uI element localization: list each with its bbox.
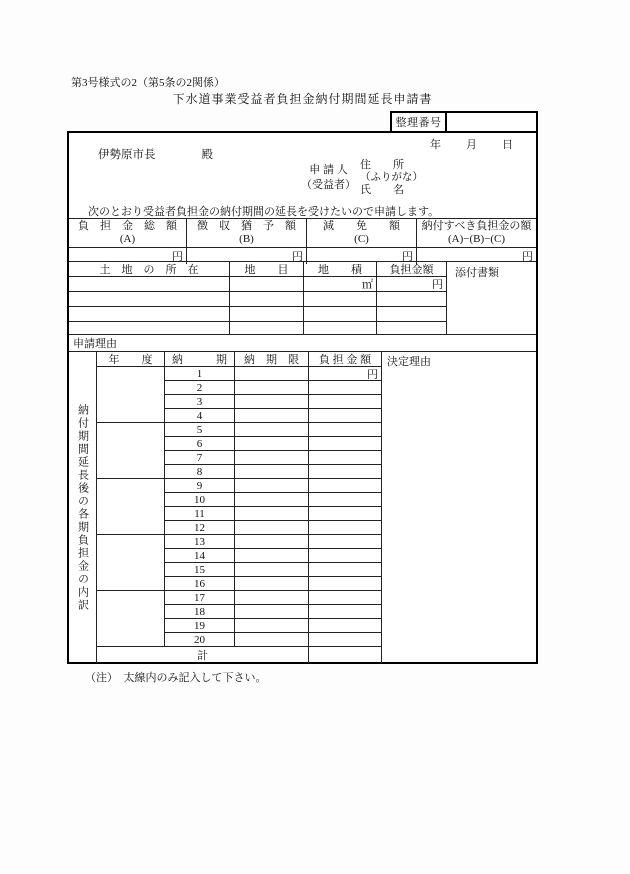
amount-total-header: 負 担 金 総 額 (A): [69, 219, 187, 248]
applicant-block: [301, 159, 423, 197]
land-area-header: 地 積: [304, 262, 377, 277]
schedule-amount-field[interactable]: [309, 633, 382, 647]
land-amount-field[interactable]: [377, 307, 447, 322]
applicant-fields: [360, 159, 423, 197]
schedule-period-number: 12: [165, 521, 235, 535]
reference-number-label: 整理番号: [392, 113, 447, 131]
land-location-field[interactable]: [69, 322, 230, 334]
amount-total-field[interactable]: 円: [69, 248, 187, 264]
reference-number-field[interactable]: [447, 113, 536, 131]
schedule-amount-field[interactable]: [309, 437, 382, 451]
land-amount-field[interactable]: 円: [377, 277, 447, 292]
land-category-header: 地 目: [230, 262, 304, 277]
schedule-amount-field[interactable]: [309, 381, 382, 395]
schedule-deadline-field[interactable]: [235, 437, 309, 451]
land-category-field[interactable]: [230, 322, 304, 334]
schedule-deadline-field[interactable]: [235, 563, 309, 577]
schedule-total-amount-field[interactable]: [309, 647, 382, 663]
honorific: 殿: [201, 149, 213, 161]
schedule-deadline-field[interactable]: [235, 409, 309, 423]
decision-reason-label: 決定理由: [387, 356, 431, 368]
schedule-total-label-cell: 計: [97, 647, 309, 663]
schedule-amount-field[interactable]: [309, 549, 382, 563]
schedule-year-field[interactable]: [97, 479, 165, 535]
schedule-deadline-field[interactable]: [235, 507, 309, 521]
schedule-period-number: 11: [165, 507, 235, 521]
land-location-field[interactable]: [69, 307, 230, 322]
schedule-deadline-field[interactable]: [235, 465, 309, 479]
schedule-deadline-field[interactable]: [235, 633, 309, 647]
land-amount-field[interactable]: [377, 322, 447, 334]
land-amount-field[interactable]: [377, 292, 447, 307]
schedule-deadline-field[interactable]: [235, 395, 309, 409]
schedule-amount-field[interactable]: [309, 591, 382, 605]
amount-exempt-header: 減 免 額 (C): [307, 219, 417, 248]
schedule-period-number: 7: [165, 451, 235, 465]
schedule-amount-field[interactable]: [309, 507, 382, 521]
schedule-amount-field[interactable]: [309, 479, 382, 493]
schedule-deadline-field[interactable]: [235, 367, 309, 381]
schedule-deadline-field[interactable]: [235, 549, 309, 563]
reference-number-box: [390, 111, 538, 133]
application-reason-label: 申請理由: [73, 338, 117, 350]
land-category-field[interactable]: [230, 292, 304, 307]
schedule-deadline-field[interactable]: [235, 479, 309, 493]
address-label[interactable]: 住 所: [360, 159, 404, 171]
schedule-period-number: 6: [165, 437, 235, 451]
schedule-period-number: 14: [165, 549, 235, 563]
schedule-amount-field[interactable]: [309, 619, 382, 633]
schedule-deadline-field[interactable]: [235, 521, 309, 535]
schedule-period-number: 16: [165, 577, 235, 591]
date-line: 年 月 日: [430, 139, 514, 151]
schedule-period-number: 13: [165, 535, 235, 549]
schedule-period-number: 3: [165, 395, 235, 409]
schedule-period-number: 5: [165, 423, 235, 437]
schedule-amount-field[interactable]: [309, 423, 382, 437]
land-category-field[interactable]: [230, 307, 304, 322]
schedule-amount-field[interactable]: [309, 605, 382, 619]
schedule-amount-field[interactable]: [309, 563, 382, 577]
schedule-deadline-field[interactable]: [235, 591, 309, 605]
schedule-deadline-field[interactable]: [235, 605, 309, 619]
schedule-amount-header: 負 担 金 額: [309, 352, 382, 367]
schedule-side-label: 納付期間延長後の各期負担金の内訳: [69, 352, 97, 663]
schedule-period-number: 19: [165, 619, 235, 633]
applicant-role-line2: （受益者）: [301, 178, 356, 191]
land-location-field[interactable]: [69, 292, 230, 307]
schedule-period-number: 18: [165, 605, 235, 619]
schedule-period-number: 15: [165, 563, 235, 577]
schedule-year-field[interactable]: [97, 535, 165, 591]
land-location-header: 土 地 の 所 在: [69, 262, 230, 277]
amount-table: [69, 218, 536, 262]
decision-reason-cell[interactable]: [382, 352, 536, 663]
schedule-amount-field[interactable]: [309, 535, 382, 549]
applicant-role-line1: 申 請 人: [309, 163, 348, 176]
schedule-amount-field[interactable]: 円: [309, 367, 382, 381]
schedule-period-number: 10: [165, 493, 235, 507]
schedule-deadline-field[interactable]: [235, 535, 309, 549]
amount-deferred-field[interactable]: 円: [187, 248, 307, 264]
schedule-amount-field[interactable]: [309, 521, 382, 535]
schedule-table: [69, 352, 536, 662]
form-number: 第3号様式の2（第5条の2関係）: [71, 77, 225, 89]
addressee-name: 伊勢原市長: [98, 149, 156, 161]
schedule-amount-field[interactable]: [309, 493, 382, 507]
addressee-line: [98, 146, 213, 162]
amount-deferred-header: 徴 収 猶 予 額 (B): [187, 219, 307, 248]
furigana-label[interactable]: （ふりがな）: [360, 171, 423, 183]
application-reason-row[interactable]: [69, 335, 536, 352]
schedule-deadline-field[interactable]: [235, 619, 309, 633]
land-area-field[interactable]: [304, 292, 377, 307]
applicant-role: [301, 163, 356, 193]
land-table: [69, 262, 536, 335]
form-title: 下水道事業受益者負担金納付期間延長申請書: [172, 92, 433, 106]
amount-exempt-field[interactable]: 円: [307, 248, 417, 264]
form-body: [67, 131, 538, 664]
schedule-amount-field[interactable]: [309, 577, 382, 591]
schedule-deadline-field[interactable]: [235, 381, 309, 395]
land-amount-header: 負担金額: [377, 262, 447, 277]
attachments-cell[interactable]: 添付書類: [455, 267, 499, 279]
schedule-amount-field[interactable]: [309, 465, 382, 479]
schedule-period-number: 4: [165, 409, 235, 423]
footnote: （注） 太線内のみ記入して下さい。: [85, 672, 267, 684]
schedule-deadline-field[interactable]: [235, 451, 309, 465]
land-location-field[interactable]: [69, 277, 230, 292]
schedule-year-header: 年 度: [97, 352, 165, 367]
schedule-period-number: 20: [165, 633, 235, 647]
schedule-period-number: 17: [165, 591, 235, 605]
schedule-period-number: 9: [165, 479, 235, 493]
schedule-deadline-header: 納 期 限: [235, 352, 309, 367]
schedule-year-field[interactable]: [97, 367, 165, 423]
land-area-field[interactable]: [304, 307, 377, 322]
schedule-period-number: 8: [165, 465, 235, 479]
amount-payable-field[interactable]: 円: [522, 251, 533, 263]
schedule-period-header: 納 期: [165, 352, 235, 367]
schedule-period-number: 2: [165, 381, 235, 395]
schedule-deadline-field[interactable]: [235, 423, 309, 437]
schedule-deadline-field[interactable]: [235, 577, 309, 591]
schedule-deadline-field[interactable]: [235, 493, 309, 507]
form-top-section: [69, 133, 536, 218]
schedule-year-field[interactable]: [97, 591, 165, 647]
land-category-field[interactable]: [230, 277, 304, 292]
land-area-field[interactable]: ㎡: [304, 277, 377, 292]
land-area-field[interactable]: [304, 322, 377, 334]
schedule-amount-field[interactable]: [309, 451, 382, 465]
amount-payable-header: 納付すべき負担金の額 (A)−(B)−(C): [417, 219, 536, 248]
declaration-text: 次のとおり受益者負担金の納付期間の延長を受けたいので申請します。: [88, 206, 440, 218]
schedule-year-field[interactable]: [97, 423, 165, 479]
schedule-period-number: 1: [165, 367, 235, 381]
name-label[interactable]: 氏 名: [360, 184, 404, 196]
schedule-amount-field[interactable]: [309, 409, 382, 423]
schedule-amount-field[interactable]: [309, 395, 382, 409]
